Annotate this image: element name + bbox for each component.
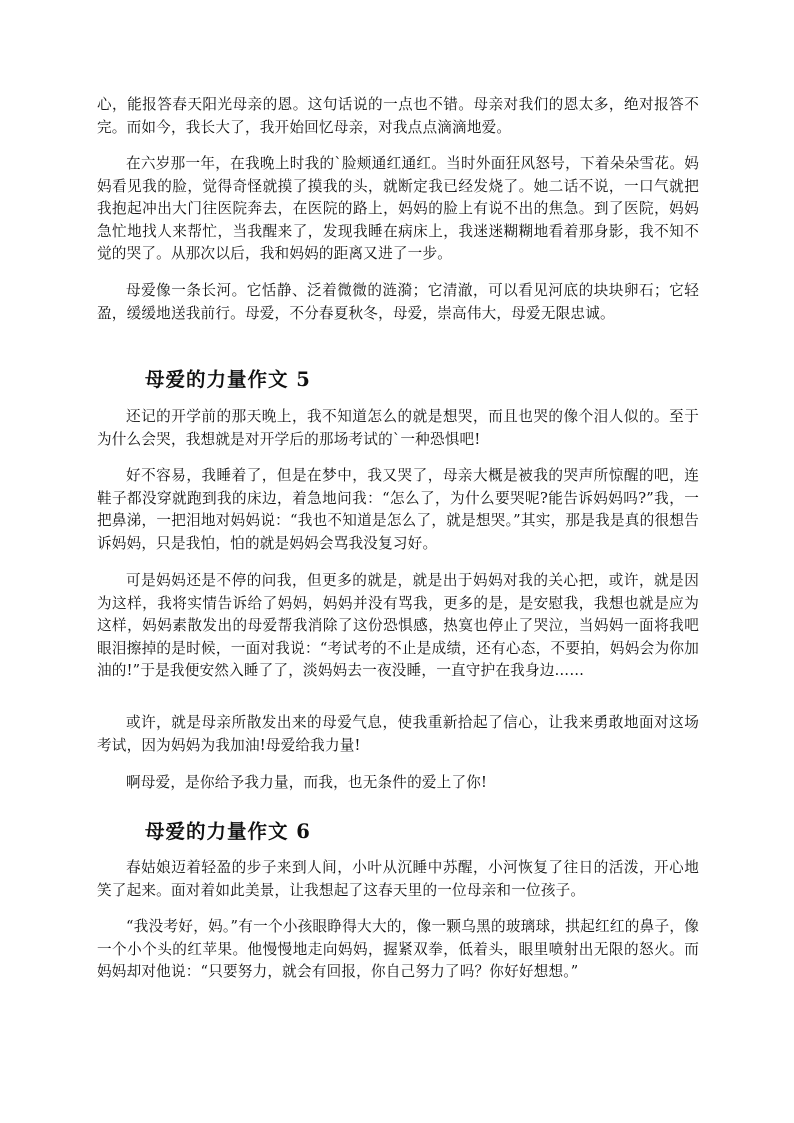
paragraph-exam-night: 还记的开学前的那天晚上，我不知道怎么的就是想哭，而且也哭的像个泪人似的。至于为什么会哭，我想就是对开学后的那场考试的`一种恐惧吧! — [97, 408, 699, 448]
paragraph-river-metaphor: 母爱像一条长河。它恬静、泛着微微的涟漪；它清澈，可以看见河底的块块卵石；它轻盈，缓缓地送我前行。母爱，不分春夏秋冬，母爱，崇高伟大，母爱无限忠诚。 — [97, 282, 699, 322]
paragraph-regained-confidence: 或许，就是母亲所散发出来的母爱气息，使我重新拾起了信心，让我来勇敢地面对这场考试，因为妈妈为我加油!母爱给我力量! — [97, 714, 699, 754]
paragraph-dream-crying: 好不容易，我睡着了，但是在梦中，我又哭了，母亲大概是被我的哭声所惊醒的吧，连鞋子都没穿就跑到我的床边，着急地问我：“怎么了，为什么要哭呢?能告诉妈妈吗?”我，一把鼻涕，一把泪地对妈妈说：“我也不知道是怎么了，就是想哭。”其实，那是我是真的很想告诉妈妈，只是我怕，怕的就是妈妈会骂我没复习好。 — [97, 467, 699, 552]
paragraph-continuation: 心，能报答春天阳光母亲的恩。这句话说的一点也不错。母亲对我们的恩太多，绝对报答不完。而如今，我长大了，我开始回忆母亲，对我点点滴滴地爱。 — [97, 96, 699, 136]
paragraph-child-dialogue: “我没考好，妈。”有一个小孩眼睁得大大的，像一颗乌黑的玻璃球，拱起红红的鼻子，像一个小个头的红苹果。他慢慢地走向妈妈，握紧双拳，低着头，眼里喷射出无限的怒火。而妈妈却对他说：“只要努力，就会有回报，你自己努力了吗？你好好想想。” — [97, 918, 699, 981]
section-heading-5: 母爱的力量作文 5 — [145, 368, 311, 391]
paragraph-exclamation: 啊母爱，是你给予我力量，而我，也无条件的爱上了你! — [126, 774, 488, 791]
paragraph-hospital-memory: 在六岁那一年，在我晚上时我的`脸颊通红通红。当时外面狂风怒号，下着朵朵雪花。妈妈看见我的脸，觉得奇怪就摸了摸我的头，就断定我已经发烧了。她二话不说，一口气就把我抱起冲出大门往医院奔去，在医院的路上，妈妈的脸上有说不出的焦急。到了医院，妈妈急忙地找人来帮忙，当我醒来了，发现我睡在病床上，我迷迷糊糊地看着那身影，我不知不觉的哭了。从那次以后，我和妈妈的距离又进了一步。 — [97, 155, 699, 263]
paragraph-spring-scene: 春姑娘迈着轻盈的步子来到人间，小叶从沉睡中苏醒，小河恢复了往日的活泼，开心地笑了起来。面对着如此美景，让我想起了这春天里的一位母亲和一位孩子。 — [97, 859, 699, 899]
paragraph-mother-comfort: 可是妈妈还是不停的问我，但更多的就是，就是出于妈妈对我的关心把，或许，就是因为这样，我将实情告诉给了妈妈，妈妈并没有骂我，更多的是，是安慰我，我想也就是应为这样，妈妈素散发出的母爱帮我消除了这份恐惧感，热寞也停止了哭泣，当妈妈一面将我吧眼泪擦掉的是时候，一面对我说：“考试考的不止是成绩，还有心态，不要拍，妈妈会为你加油的!”于是我便安然入睡了了，淡妈妈去一夜没睡，一直守护在我身边…… — [97, 572, 699, 680]
section-heading-6: 母爱的力量作文 6 — [145, 820, 311, 843]
